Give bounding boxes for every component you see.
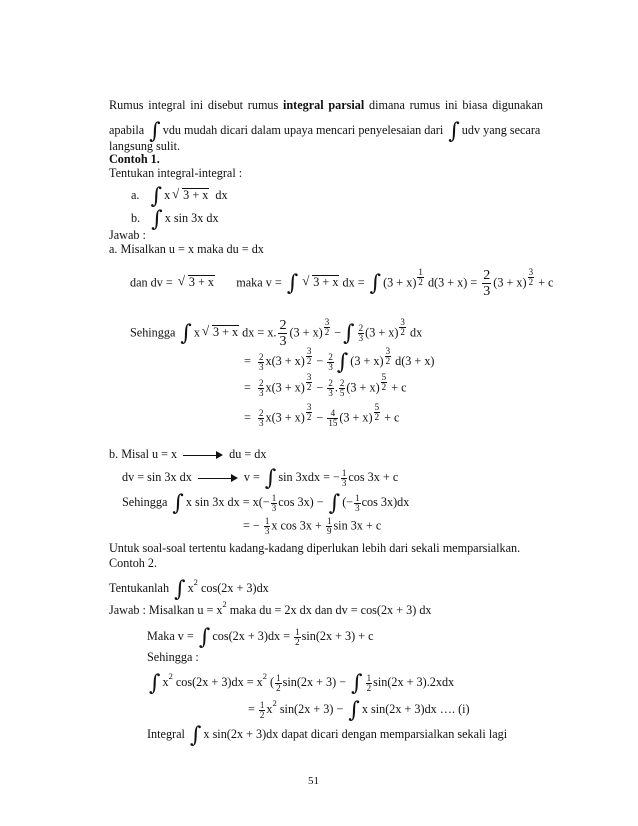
jawab1-step-2: = $\frac{2}{3}$ x(3 + x) $\frac{3}{2}$ − $\frac{2}{3}$ . $\frac{2}{5}$ (3 + x) $\frac{5}{2}$ + c bbox=[244, 372, 407, 398]
contoh1-prompt: Tentukan integral-integral : bbox=[109, 166, 243, 180]
jawab2-line-6: Integral ∫ x sin(2x + 3)dx dapat dicari dengan memparsialkan sekali lagi bbox=[147, 723, 508, 748]
intro-line-3: langsung sulit. bbox=[109, 139, 181, 153]
jawab2-line-1: Jawab : Misalkan $u = x^2$ maka du = 2x dx dan dv = cos(2x + 3) dx bbox=[109, 599, 432, 617]
jawab1-dv-line: dan dv = √ 3 + x maka v = ∫√ 3 + x dx = ∫ (3 + x) $\frac{1}{2}$ d(3 + x) = $\frac{2}{3}$ (3 + x) $\frac{3}{2}$ + c bbox=[130, 268, 553, 299]
jawab1-step-3: = $\frac{2}{3}$ x(3 + x) $\frac{3}{2}$ − $\frac{4}{15}$ (3 + x) $\frac{5}{2}$ + c bbox=[244, 402, 400, 428]
jawab1-sehingga-line: Sehingga ∫ x√ 3 + x dx = x. $\frac{2}{3}$ (3 + x) $\frac{3}{2}$ −∫ $\frac{2}{3}$ (3 + x) $\frac{3}{2}$ dx bbox=[130, 318, 422, 349]
contoh1-item-b: b. ∫ x sin 3x dx bbox=[131, 207, 219, 232]
intro-line-2: apabila ∫ vdu mudah dicari dalam upaya mencari penyelesaian dari ∫ udv yang secara bbox=[109, 119, 541, 144]
partb-line-3: Sehingga ∫ x sin 3x dx = x(− $\frac{1}{3}$ cos 3x) − ∫ (− $\frac{1}{3}$ cos 3x)dx bbox=[122, 491, 410, 516]
jawab2-line-3: Sehingga : bbox=[147, 650, 199, 664]
contoh1-heading: Contoh 1. bbox=[109, 152, 160, 166]
contoh1-item-a: a. ∫ x√ 3 + x dx bbox=[131, 183, 228, 203]
contoh2-prompt: Tentukanlah ∫ $x^2$ cos(2x + 3)dx bbox=[109, 577, 269, 602]
partb-line-1: b. Misal u = x du = dx bbox=[109, 447, 267, 461]
jawab1-step-1: = $\frac{2}{3}$ x(3 + x) $\frac{3}{2}$ − $\frac{2}{3}$ ∫ (3 + x) $\frac{3}{2}$ d(3 + x) bbox=[244, 345, 435, 375]
contoh2-heading: Contoh 2. bbox=[109, 556, 158, 570]
jawab1-line-a1: a. Misalkan u = x maka du = dx bbox=[109, 242, 264, 256]
right-arrow-icon bbox=[198, 473, 238, 483]
note-paragraph: Untuk soal-soal tertentu kadang-kadang diperlukan lebih dari sekali memparsialkan. bbox=[109, 541, 521, 555]
jawab2-line-5: = $\frac{1}{2}$ $x^2$ sin(2x + 3) − ∫ x sin(2x + 3)dx …. (i) bbox=[248, 698, 470, 723]
right-arrow-icon bbox=[183, 450, 223, 460]
page-number: 51 bbox=[308, 775, 319, 787]
intro-line-1: Rumus integral ini disebut rumus integral parsial dimana rumus ini biasa digunakan bbox=[109, 98, 543, 112]
partb-line-2: dv = sin 3x dx v = ∫ sin 3xdx = − $\frac{1}{3}$ cos 3x + c bbox=[122, 466, 399, 491]
jawab2-line-2: Maka v = ∫ cos(2x + 3)dx = $\frac{1}{2}$ sin(2x + 3) + c bbox=[147, 625, 374, 650]
partb-line-4: = − $\frac{1}{3}$ x cos 3x + $\frac{1}{9}$ sin 3x + c bbox=[243, 516, 382, 536]
jawab2-line-4: ∫ $x^2$ $\cos(2x + 3)dx = x^2$ ( $\frac{1}{2}$ sin(2x + 3) − ∫ $\frac{1}{2}$ sin(2x + 3).2xdx bbox=[149, 671, 455, 696]
jawab1-heading: Jawab : bbox=[109, 228, 146, 242]
